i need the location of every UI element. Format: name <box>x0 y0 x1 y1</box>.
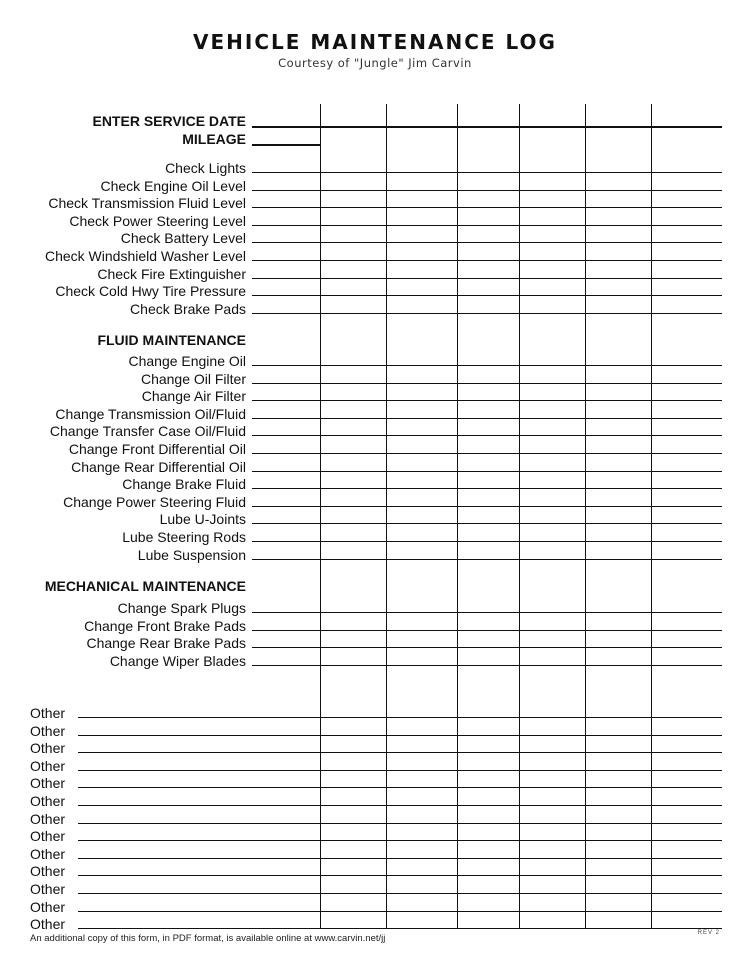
fluid-row-label: Lube Suspension <box>137 546 246 563</box>
other-row-label: Other <box>30 740 66 757</box>
mileage-entry-line[interactable] <box>252 144 320 146</box>
other-row-label: Other <box>30 863 66 880</box>
fluid-row-label: Change Engine Oil <box>128 353 246 369</box>
mechanical-row-label: Change Front Brake Pads <box>84 617 246 634</box>
check-row-label: Check Windshield Washer Level <box>44 248 246 264</box>
fluid-row-label: Lube U-Joints <box>159 511 246 528</box>
other-row-label: Other <box>30 845 66 862</box>
check-row-label: Check Transmission Fluid Level <box>48 195 246 212</box>
other-row-entry-line[interactable] <box>78 875 722 876</box>
other-row-label: Other <box>30 881 66 897</box>
service-date-label: ENTER SERVICE DATE <box>92 113 246 129</box>
other-row-label: Other <box>30 722 66 739</box>
check-row-label: Check Brake Pads <box>130 300 246 317</box>
date-column-divider <box>457 104 458 928</box>
fluid-maintenance-heading: FLUID MAINTENANCE <box>97 332 246 348</box>
other-row-entry-line[interactable] <box>78 805 722 806</box>
fluid-row-label: Lube Steering Rods <box>122 529 246 545</box>
page-title: VEHICLE MAINTENANCE LOG <box>193 30 557 54</box>
fluid-row-label: Change Transfer Case Oil/Fluid <box>49 423 246 440</box>
other-row-entry-line[interactable] <box>78 770 722 771</box>
other-row-label: Other <box>30 705 66 721</box>
other-row-entry-line[interactable] <box>78 717 722 718</box>
date-column-divider <box>320 104 321 928</box>
other-row-entry-line[interactable] <box>78 893 722 894</box>
other-row-entry-line[interactable] <box>78 823 722 824</box>
fluid-row-label: Change Rear Differential Oil <box>71 458 246 475</box>
mechanical-maintenance-heading: MECHANICAL MAINTENANCE <box>44 578 246 594</box>
other-row-entry-line[interactable] <box>78 858 722 859</box>
mechanical-row-label: Change Spark Plugs <box>117 600 246 616</box>
date-column-divider <box>519 104 520 928</box>
mileage-label: MILEAGE <box>182 131 246 147</box>
other-row-entry-line[interactable] <box>78 752 722 753</box>
check-row-label: Check Fire Extinguisher <box>97 265 246 282</box>
check-row-label: Check Engine Oil Level <box>100 177 246 194</box>
footer-note: An additional copy of this form, in PDF format, is available online at www.carvin.net/jj <box>30 933 386 944</box>
revision-label: REV 2 <box>697 930 720 936</box>
other-row-label: Other <box>30 828 66 845</box>
other-row-label: Other <box>30 793 66 809</box>
date-column-divider <box>585 104 586 928</box>
other-row-entry-line[interactable] <box>78 735 722 736</box>
fluid-row-label: Change Power Steering Fluid <box>63 493 246 510</box>
other-row-label: Other <box>30 898 66 915</box>
other-row-entry-line[interactable] <box>78 928 722 929</box>
check-row-label: Check Power Steering Level <box>69 212 246 229</box>
check-row-label: Check Battery Level <box>120 230 246 247</box>
other-row-label: Other <box>30 916 66 933</box>
fluid-row-label: Change Air Filter <box>141 388 246 405</box>
other-row-label: Other <box>30 757 66 774</box>
other-row-label: Other <box>30 775 66 792</box>
date-column-divider <box>651 104 652 928</box>
date-column-divider <box>386 104 387 928</box>
other-row-label: Other <box>30 810 66 827</box>
other-row-entry-line[interactable] <box>78 911 722 912</box>
other-row-entry-line[interactable] <box>78 787 722 788</box>
page-subtitle: Courtesy of "Jungle" Jim Carvin <box>278 56 472 70</box>
mechanical-row-label: Change Wiper Blades <box>109 652 246 669</box>
fluid-row-label: Change Transmission Oil/Fluid <box>55 405 246 422</box>
mechanical-row-label: Change Rear Brake Pads <box>86 635 246 652</box>
other-row-entry-line[interactable] <box>78 840 722 841</box>
fluid-row-label: Change Brake Fluid <box>122 476 246 493</box>
check-row-label: Check Lights <box>165 160 246 176</box>
fluid-row-label: Change Front Differential Oil <box>68 441 246 457</box>
check-row-label: Check Cold Hwy Tire Pressure <box>55 283 246 300</box>
fluid-row-label: Change Oil Filter <box>140 370 246 387</box>
